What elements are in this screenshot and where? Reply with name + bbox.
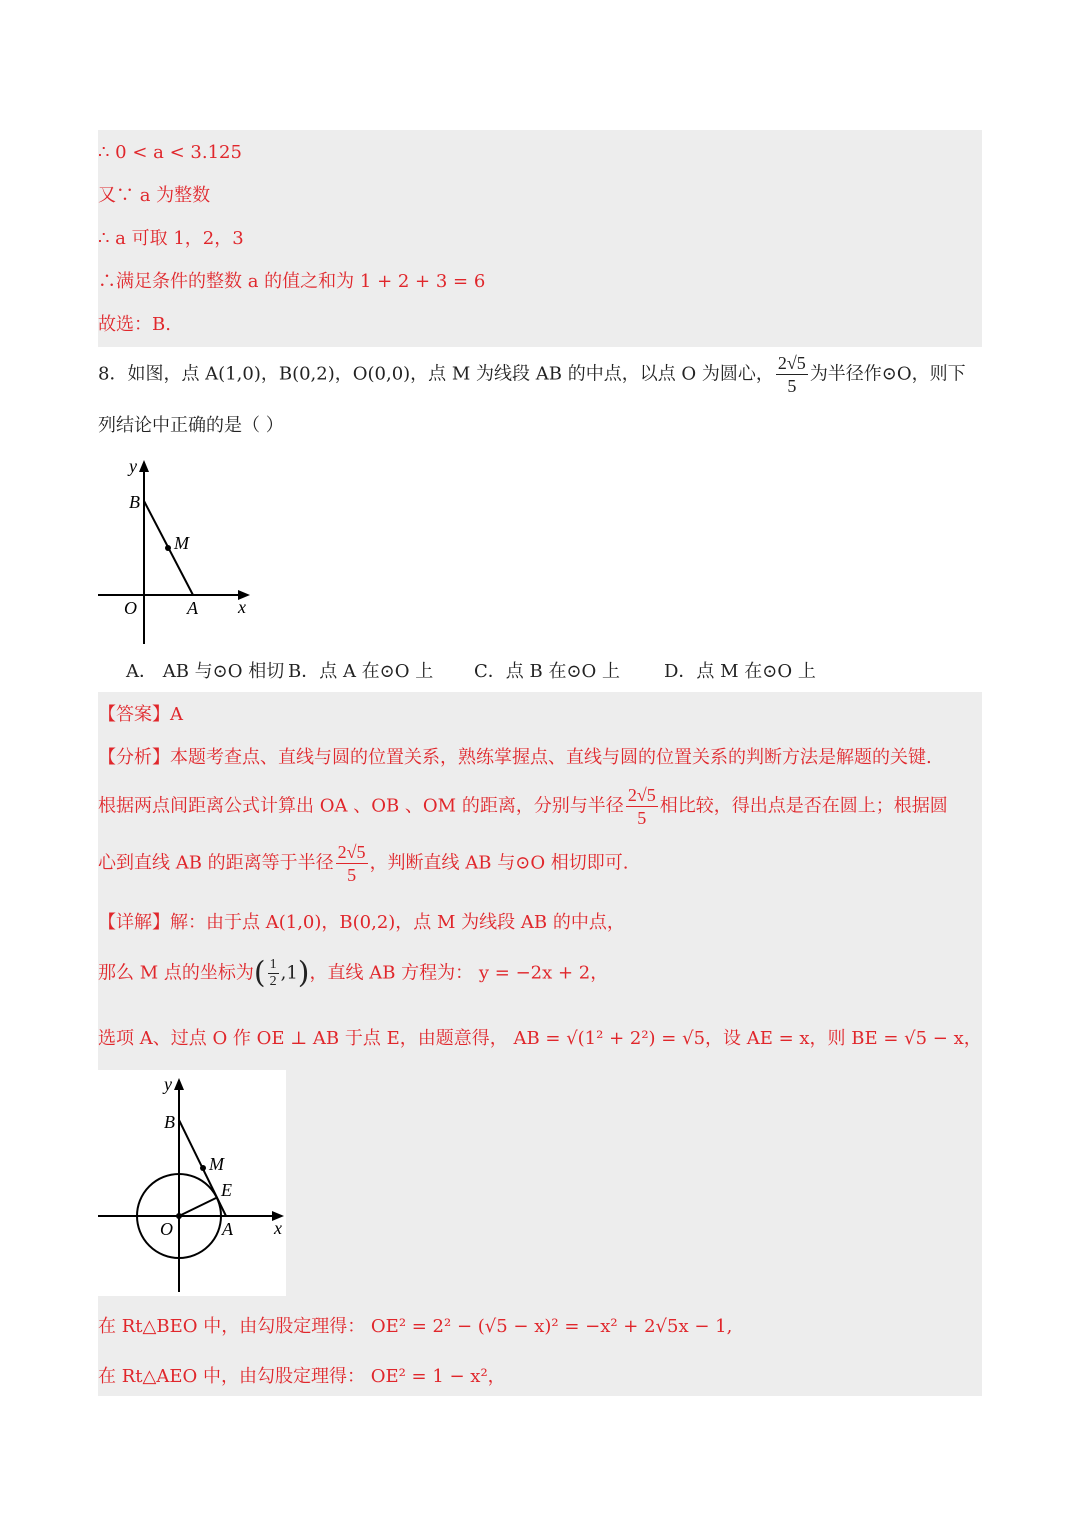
option-d: D．点 M 在⊙O 上: [664, 661, 816, 682]
analysis-line-3: [98, 841, 629, 886]
solution-line-2: 又∵ a 为整数: [98, 185, 211, 206]
label-b: B: [129, 492, 140, 512]
option-a: A． AB 与⊙O 相切: [126, 661, 285, 682]
solution-line-4: ∴满足条件的整数 a 的值之和为 1 + 2 + 3 = 6: [98, 271, 486, 292]
label-o: O: [124, 598, 137, 618]
point-m: [165, 545, 171, 551]
figure-2-circle-diagram: [98, 1070, 286, 1296]
solution-line-3: ∴ a 可取 1，2，3: [98, 228, 244, 249]
fig2-label-y: y: [164, 1074, 172, 1094]
detail-line-2-text-b: ，直线 AB 方程为： y = −2x + 2，: [309, 962, 609, 984]
radius-numerator: 2√5: [777, 353, 806, 373]
detail-line-2-text-a: 那么 M 点的坐标为: [98, 962, 254, 984]
fig2-label-e: E: [221, 1180, 232, 1200]
analysis-line-1: 【分析】本题考查点、直线与圆的位置关系，熟练掌握点、直线与圆的位置关系的判断方法是解题的关键.: [98, 747, 932, 768]
label-y: y: [129, 456, 137, 476]
answer-line: 【答案】A: [98, 704, 183, 725]
label-m: M: [174, 533, 189, 553]
fig2-label-b: B: [164, 1112, 175, 1132]
pythagoras-line-2: 在 Rt△AEO 中，由勾股定理得： OE² = 1 − x²，: [98, 1366, 506, 1387]
radius-denominator: 5: [787, 376, 797, 396]
analysis-line-2-text-b: 相比较，得出点是否在圆上；根据圆: [659, 795, 948, 817]
option-c: C．点 B 在⊙O 上: [474, 661, 621, 682]
analysis-line-3-text-a: 心到直线 AB 的距离等于半径: [98, 852, 334, 874]
analysis-fraction-2-den: 5: [347, 865, 357, 885]
analysis-fraction-1: [626, 784, 658, 829]
figure-2-background: [98, 1070, 286, 1296]
solution-line-5: 故选：B.: [98, 314, 171, 335]
fig2-point-o: [176, 1213, 182, 1219]
fig2-label-x: x: [274, 1218, 282, 1238]
fig2-label-a: A: [222, 1219, 233, 1239]
detail-line-1: 【详解】解：由于点 A(1,0)，B(0,2)，点 M 为线段 AB 的中点，: [98, 912, 625, 933]
m-x-fraction: [268, 957, 279, 990]
figure-1-coordinate-diagram: [96, 452, 256, 648]
fig2-label-m: M: [209, 1154, 224, 1174]
solution-line-1: ∴ 0 < a < 3.125: [98, 142, 242, 163]
pythagoras-line-1: 在 Rt△BEO 中，由勾股定理得： OE² = 2² − (√5 − x)² = −x² + 2√5x − 1,: [98, 1316, 733, 1337]
fig2-label-o: O: [160, 1219, 173, 1239]
label-x: x: [238, 597, 246, 617]
analysis-line-2: [98, 784, 948, 829]
analysis-fraction-2: [336, 841, 368, 886]
y-axis-arrow: [139, 460, 149, 472]
detail-line-3: 选项 A、过点 O 作 OE ⊥ AB 于点 E，由题意得， AB = √(1² + 2²) = √5，设 AE = x，则 BE = √5 − x，: [98, 1028, 982, 1049]
m-x-denominator: 2: [269, 974, 277, 989]
question-text-a: 8．如图，点 A(1,0)，B(0,2)，O(0,0)，点 M 为线段 AB 的中点，以点 O 为圆心，: [98, 363, 774, 385]
question-line-1: [98, 352, 966, 397]
fig2-point-m: [200, 1165, 206, 1171]
question-line-2: 列结论中正确的是（ ）: [98, 415, 284, 436]
m-x-numerator: 1: [269, 957, 277, 972]
analysis-fraction-1-num: 2√5: [627, 785, 656, 805]
option-b: B．点 A 在⊙O 上: [288, 661, 434, 682]
radius-fraction: [776, 352, 808, 397]
question-text-b: 为半径作⊙O，则下: [809, 363, 966, 385]
label-a: A: [187, 598, 198, 618]
analysis-line-3-text-b: ，判断直线 AB 与⊙O 相切即可.: [369, 852, 629, 874]
analysis-fraction-2-num: 2√5: [337, 842, 366, 862]
detail-line-2: 那么 M 点的坐标为( $\frac{1}{2}$ ,1)，直线 AB 方程为： y = −2x + 2，: [98, 955, 609, 991]
analysis-line-2-text-a: 根据两点间距离公式计算出 OA 、OB 、OM 的距离，分别与半径: [98, 795, 624, 817]
analysis-fraction-1-den: 5: [637, 808, 647, 828]
